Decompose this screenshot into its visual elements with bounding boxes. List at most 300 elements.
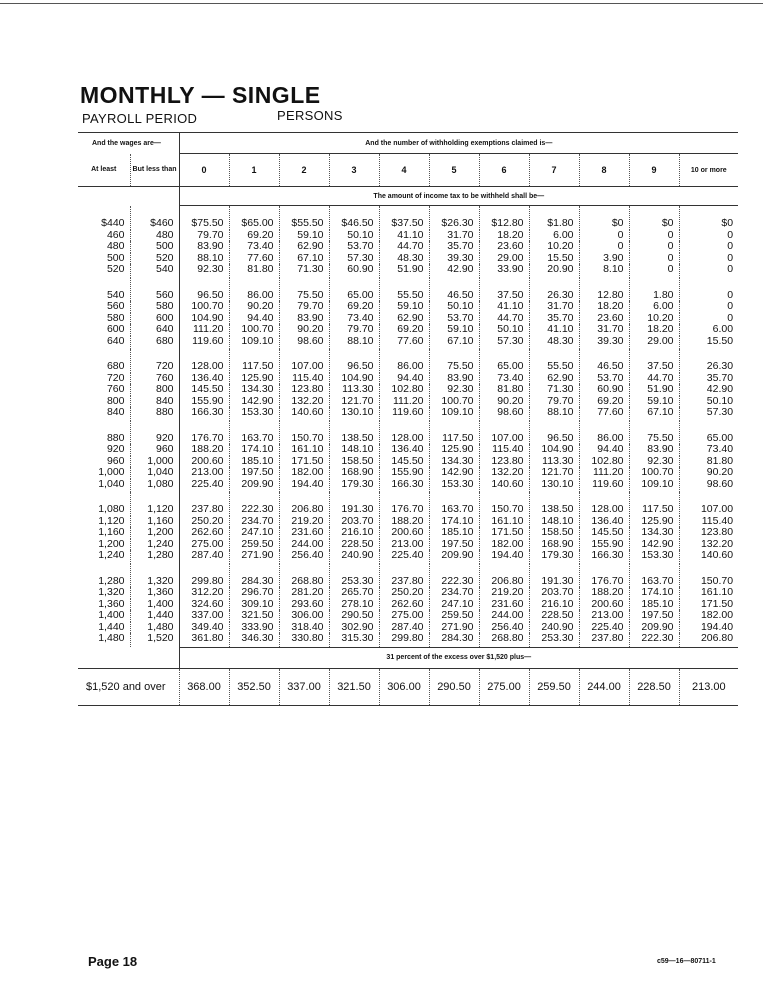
withholding-amount: 94.40 — [579, 444, 629, 456]
withholding-amount: 107.00 — [679, 492, 738, 516]
withholding-amount: 35.70 — [429, 241, 479, 253]
table-row — [78, 336, 738, 350]
withholding-amount: 231.60 — [479, 599, 529, 611]
withholding-amount: 100.70 — [429, 396, 479, 408]
withholding-amount: 296.70 — [229, 587, 279, 599]
withholding-amount: 174.10 — [229, 444, 279, 456]
subtitle-payroll-period: PAYROLL PERIOD — [82, 111, 198, 126]
wage-at-least: 840 — [106, 406, 125, 418]
withholding-amount: 225.40 — [579, 622, 629, 634]
withholding-amount: 26.30 — [529, 278, 579, 302]
wage-at-least: 1,000 — [98, 466, 125, 478]
withholding-amount: 132.20 — [679, 539, 738, 551]
wage-less-than: 1,080 — [130, 479, 179, 493]
withholding-amount: 123.80 — [279, 384, 329, 396]
wage-less-than: 1,000 — [130, 456, 179, 468]
withholding-amount: 349.40 — [179, 622, 229, 634]
over-wage-label: $1,520 and over — [78, 668, 179, 705]
withholding-amount: 176.70 — [579, 564, 629, 588]
withholding-amount: 213.00 — [379, 539, 429, 551]
withholding-amount: 79.70 — [279, 301, 329, 313]
wage-less-than: 1,520 — [130, 633, 179, 647]
withholding-amount: 140.60 — [679, 550, 738, 564]
table-row — [78, 550, 738, 564]
wage-less-than: $460 — [130, 206, 179, 230]
wage-at-least: 1,200 — [98, 537, 125, 550]
withholding-amount: 39.30 — [429, 253, 479, 265]
withholding-amount: 174.10 — [429, 516, 479, 528]
exemption-column-header: 1 — [229, 154, 279, 187]
wage-at-least: 520 — [106, 263, 125, 275]
withholding-amount: 73.40 — [329, 313, 379, 325]
wage-bracket-group — [78, 278, 738, 350]
withholding-amount: 96.50 — [329, 349, 379, 373]
wage-at-least: 720 — [106, 371, 125, 384]
wage-less-than: 880 — [130, 407, 179, 421]
withholding-amount: 8.10 — [579, 264, 629, 278]
exemption-column-header: 0 — [179, 154, 229, 187]
withholding-amount: 293.60 — [279, 599, 329, 611]
withholding-amount: 330.80 — [279, 633, 329, 647]
wage-less-than: 1,120 — [130, 492, 179, 516]
withholding-amount: 312.20 — [179, 587, 229, 599]
withholding-amount: 132.20 — [479, 467, 529, 479]
withholding-amount: 31.70 — [579, 324, 629, 336]
wage-less-than: 520 — [130, 253, 179, 265]
withholding-amount: 228.50 — [529, 610, 579, 622]
withholding-amount: 67.10 — [629, 407, 679, 421]
withholding-amount: 121.70 — [529, 467, 579, 479]
withholding-amount: 259.50 — [229, 539, 279, 551]
withholding-amount: 275.00 — [379, 610, 429, 622]
table-row — [78, 492, 738, 516]
withholding-amount: 222.30 — [629, 633, 679, 647]
withholding-amount: 115.40 — [679, 516, 738, 528]
table-row — [78, 479, 738, 493]
withholding-amount: 69.20 — [379, 324, 429, 336]
table-row — [78, 264, 738, 278]
withholding-amount: 231.60 — [279, 527, 329, 539]
withholding-amount: $0 — [629, 206, 679, 230]
withholding-amount: 107.00 — [479, 421, 529, 445]
withholding-amount: 346.30 — [229, 633, 279, 647]
withholding-amount: 65.00 — [329, 278, 379, 302]
withholding-amount: $0 — [679, 206, 738, 230]
withholding-amount: 125.90 — [629, 516, 679, 528]
withholding-amount: 244.00 — [279, 539, 329, 551]
withholding-amount: 262.60 — [179, 527, 229, 539]
withholding-amount: 240.90 — [529, 622, 579, 634]
wage-at-least: 1,040 — [98, 477, 125, 490]
footnote-spacer — [78, 647, 179, 668]
withholding-amount: 10.20 — [629, 313, 679, 325]
withholding-amount: 188.20 — [579, 587, 629, 599]
withholding-amount: 222.30 — [229, 492, 279, 516]
withholding-amount: 153.30 — [629, 550, 679, 564]
withholding-amount: 104.90 — [329, 373, 379, 385]
over-amount: 228.50 — [629, 668, 679, 705]
wage-at-least: 1,360 — [98, 597, 125, 610]
wage-bracket-group — [78, 206, 738, 278]
wage-less-than: 480 — [130, 230, 179, 242]
withholding-amount: 6.00 — [679, 324, 738, 336]
withholding-amount: 50.10 — [429, 301, 479, 313]
withholding-amount: 119.60 — [179, 336, 229, 350]
withholding-amount: 71.30 — [529, 384, 579, 396]
withholding-amount: 86.00 — [379, 349, 429, 373]
withholding-amount: 59.10 — [429, 324, 479, 336]
table-row — [78, 324, 738, 336]
withholding-amount: 161.10 — [479, 516, 529, 528]
withholding-amount: 150.70 — [479, 492, 529, 516]
withholding-amount: 234.70 — [229, 516, 279, 528]
withholding-amount: 219.20 — [279, 516, 329, 528]
withholding-amount: 125.90 — [229, 373, 279, 385]
withholding-amount: $1.80 — [529, 206, 579, 230]
exemption-column-header: 2 — [279, 154, 329, 187]
withholding-amount: 83.90 — [629, 444, 679, 456]
at-least-header: At least — [78, 154, 130, 187]
withholding-amount: 81.80 — [479, 384, 529, 396]
withholding-amount: 337.00 — [179, 610, 229, 622]
withholding-amount: 107.00 — [279, 349, 329, 373]
withholding-amount: 90.20 — [679, 467, 738, 479]
withholding-amount: 96.50 — [179, 278, 229, 302]
wage-less-than: 1,200 — [130, 527, 179, 539]
withholding-amount: 155.90 — [179, 396, 229, 408]
but-less-than-header: But less than — [130, 154, 179, 187]
exemptions-header: And the number of withholding exemptions claimed is— — [179, 133, 738, 154]
wage-bracket-group — [78, 349, 738, 421]
withholding-amount: 203.70 — [329, 516, 379, 528]
withholding-amount: 134.30 — [229, 384, 279, 396]
table-row — [78, 206, 738, 230]
withholding-amount: 119.60 — [579, 479, 629, 493]
withholding-amount: 140.60 — [279, 407, 329, 421]
withholding-amount: 206.80 — [679, 633, 738, 647]
amount-header-spacer — [78, 187, 179, 206]
withholding-amount: 174.10 — [629, 587, 679, 599]
withholding-amount: 79.70 — [329, 324, 379, 336]
withholding-amount: 299.80 — [179, 564, 229, 588]
withholding-amount: 88.10 — [529, 407, 579, 421]
withholding-amount: 287.40 — [379, 622, 429, 634]
withholding-amount: 163.70 — [229, 421, 279, 445]
withholding-amount: 100.70 — [229, 324, 279, 336]
withholding-amount: 35.70 — [529, 313, 579, 325]
withholding-amount: 240.90 — [329, 550, 379, 564]
withholding-amount: 98.60 — [479, 407, 529, 421]
withholding-amount: 86.00 — [229, 278, 279, 302]
withholding-amount: 44.70 — [479, 313, 529, 325]
withholding-amount: 29.00 — [629, 336, 679, 350]
withholding-amount: 12.80 — [579, 278, 629, 302]
withholding-amount: 145.50 — [379, 456, 429, 468]
withholding-amount: 59.10 — [379, 301, 429, 313]
withholding-amount: 3.90 — [579, 253, 629, 265]
wage-at-least: 920 — [106, 443, 125, 455]
withholding-amount: 69.20 — [329, 301, 379, 313]
withholding-amount: 79.70 — [529, 396, 579, 408]
withholding-amount: 94.40 — [229, 313, 279, 325]
withholding-amount: 309.10 — [229, 599, 279, 611]
withholding-amount: 35.70 — [679, 373, 738, 385]
withholding-amount: 182.00 — [679, 610, 738, 622]
withholding-amount: 203.70 — [529, 587, 579, 599]
table-row — [78, 278, 738, 302]
amount-header: The amount of income tax to be withheld shall be— — [179, 187, 738, 206]
withholding-amount: 150.70 — [679, 564, 738, 588]
withholding-amount: 145.50 — [579, 527, 629, 539]
withholding-amount: 42.90 — [429, 264, 479, 278]
wage-less-than: 840 — [130, 396, 179, 408]
wage-at-least: 960 — [106, 454, 125, 467]
withholding-amount: 142.90 — [429, 467, 479, 479]
withholding-amount: 57.30 — [329, 253, 379, 265]
withholding-amount: 287.40 — [179, 550, 229, 564]
withholding-amount: 268.80 — [479, 633, 529, 647]
withholding-amount: 138.50 — [329, 421, 379, 445]
withholding-amount: 123.80 — [679, 527, 738, 539]
wages-header: And the wages are— — [78, 133, 179, 154]
page-title: MONTHLY — SINGLE — [80, 82, 321, 108]
wage-at-least: 480 — [106, 240, 125, 252]
withholding-amount: $0 — [579, 206, 629, 230]
withholding-table — [78, 132, 738, 706]
wage-less-than: 1,160 — [130, 516, 179, 528]
withholding-amount: 188.20 — [179, 444, 229, 456]
withholding-amount: 213.00 — [579, 610, 629, 622]
subtitle-persons: PERSONS — [277, 108, 343, 123]
withholding-amount: 57.30 — [479, 336, 529, 350]
withholding-amount: 200.60 — [579, 599, 629, 611]
table-row — [78, 564, 738, 588]
withholding-amount: 166.30 — [179, 407, 229, 421]
withholding-amount: 0 — [679, 264, 738, 278]
withholding-amount: 71.30 — [279, 264, 329, 278]
withholding-amount: 37.50 — [629, 349, 679, 373]
wage-less-than: 580 — [130, 301, 179, 313]
wage-less-than: 1,440 — [130, 610, 179, 622]
withholding-amount: 62.90 — [279, 241, 329, 253]
withholding-amount: 134.30 — [429, 456, 479, 468]
withholding-amount: 163.70 — [429, 492, 479, 516]
withholding-amount: 79.70 — [179, 230, 229, 242]
withholding-amount: 100.70 — [629, 467, 679, 479]
withholding-amount: 92.30 — [629, 456, 679, 468]
withholding-amount: $55.50 — [279, 206, 329, 230]
withholding-amount: 94.40 — [379, 373, 429, 385]
wage-less-than: 920 — [130, 421, 179, 445]
over-amount: 368.00 — [179, 668, 229, 705]
withholding-amount: $46.50 — [329, 206, 379, 230]
withholding-amount: 62.90 — [379, 313, 429, 325]
withholding-amount: 42.90 — [679, 384, 738, 396]
withholding-amount: 53.70 — [429, 313, 479, 325]
withholding-amount: 15.50 — [679, 336, 738, 350]
withholding-amount: 250.20 — [179, 516, 229, 528]
withholding-amount: 117.50 — [629, 492, 679, 516]
withholding-amount: 138.50 — [529, 492, 579, 516]
withholding-amount: 115.40 — [479, 444, 529, 456]
withholding-amount: 153.30 — [229, 407, 279, 421]
withholding-amount: 228.50 — [329, 539, 379, 551]
withholding-amount: 113.30 — [529, 456, 579, 468]
withholding-amount: 171.50 — [479, 527, 529, 539]
withholding-amount: 191.30 — [529, 564, 579, 588]
table-row — [78, 421, 738, 445]
withholding-amount: 197.50 — [429, 539, 479, 551]
withholding-amount: 65.00 — [679, 421, 738, 445]
withholding-amount: 134.30 — [629, 527, 679, 539]
withholding-amount: 83.90 — [429, 373, 479, 385]
withholding-amount: 302.90 — [329, 622, 379, 634]
withholding-amount: 123.80 — [479, 456, 529, 468]
wage-at-least: 1,400 — [98, 609, 125, 621]
withholding-amount: 176.70 — [379, 492, 429, 516]
top-rule — [0, 3, 763, 4]
table-row — [78, 467, 738, 479]
withholding-amount: 206.80 — [279, 492, 329, 516]
withholding-amount: 88.10 — [179, 253, 229, 265]
wage-at-least: 1,120 — [98, 514, 125, 527]
withholding-amount: 153.30 — [429, 479, 479, 493]
withholding-amount: 253.30 — [529, 633, 579, 647]
withholding-amount: 185.10 — [429, 527, 479, 539]
wage-less-than: 1,280 — [130, 550, 179, 564]
withholding-amount: 60.90 — [579, 384, 629, 396]
withholding-amount: $75.50 — [179, 206, 229, 230]
withholding-amount: 209.90 — [629, 622, 679, 634]
withholding-amount: 113.30 — [329, 384, 379, 396]
withholding-amount: 18.20 — [579, 301, 629, 313]
withholding-amount: 98.60 — [679, 479, 738, 493]
withholding-amount: 145.50 — [179, 384, 229, 396]
withholding-amount: 20.90 — [529, 264, 579, 278]
form-code: c59—16—80711-1 — [657, 958, 716, 965]
withholding-amount: 290.50 — [329, 610, 379, 622]
wage-less-than: 560 — [130, 278, 179, 302]
table-row — [78, 610, 738, 622]
withholding-amount: 324.60 — [179, 599, 229, 611]
withholding-amount: 41.10 — [379, 230, 429, 242]
withholding-amount: 102.80 — [579, 456, 629, 468]
withholding-amount: 31.70 — [529, 301, 579, 313]
withholding-amount: 41.10 — [529, 324, 579, 336]
wage-less-than: 720 — [130, 349, 179, 373]
withholding-amount: 55.50 — [529, 349, 579, 373]
wage-at-least: 760 — [106, 383, 125, 395]
withholding-amount: 136.40 — [379, 444, 429, 456]
withholding-amount: 130.10 — [529, 479, 579, 493]
table-row — [78, 301, 738, 313]
withholding-amount: 10.20 — [529, 241, 579, 253]
withholding-amount: 111.20 — [579, 467, 629, 479]
withholding-amount: 194.40 — [679, 622, 738, 634]
withholding-amount: 225.40 — [379, 550, 429, 564]
exemption-column-header: 3 — [329, 154, 379, 187]
withholding-amount: 111.20 — [179, 324, 229, 336]
withholding-amount: 121.70 — [329, 396, 379, 408]
withholding-amount: 275.00 — [179, 539, 229, 551]
withholding-amount: 53.70 — [329, 241, 379, 253]
withholding-amount: 59.10 — [629, 396, 679, 408]
wage-at-least: 1,240 — [98, 549, 125, 561]
withholding-amount: 213.00 — [179, 467, 229, 479]
wage-at-least: 540 — [106, 288, 125, 301]
withholding-amount: 161.10 — [679, 587, 738, 599]
over-amount: 337.00 — [279, 668, 329, 705]
withholding-amount: 194.40 — [279, 479, 329, 493]
withholding-amount: 244.00 — [479, 610, 529, 622]
withholding-amount: 75.50 — [429, 349, 479, 373]
withholding-amount: 104.90 — [529, 444, 579, 456]
withholding-amount: 185.10 — [629, 599, 679, 611]
withholding-amount: 77.60 — [229, 253, 279, 265]
withholding-amount: 168.90 — [329, 467, 379, 479]
withholding-amount: 271.90 — [229, 550, 279, 564]
withholding-amount: 31.70 — [429, 230, 479, 242]
withholding-amount: 18.20 — [479, 230, 529, 242]
withholding-amount: 115.40 — [279, 373, 329, 385]
withholding-amount: 142.90 — [229, 396, 279, 408]
wage-less-than: 1,240 — [130, 539, 179, 551]
withholding-amount: 142.90 — [629, 539, 679, 551]
wage-less-than: 500 — [130, 241, 179, 253]
wage-less-than: 680 — [130, 336, 179, 350]
withholding-amount: 256.40 — [279, 550, 329, 564]
withholding-amount: 200.60 — [179, 456, 229, 468]
withholding-amount: 46.50 — [429, 278, 479, 302]
table-row — [78, 349, 738, 373]
withholding-amount: $26.30 — [429, 206, 479, 230]
withholding-amount: 15.50 — [529, 253, 579, 265]
table-row — [78, 633, 738, 647]
withholding-amount: 250.20 — [379, 587, 429, 599]
wage-less-than: 1,480 — [130, 622, 179, 634]
withholding-amount: 216.10 — [329, 527, 379, 539]
withholding-amount: 179.30 — [329, 479, 379, 493]
withholding-amount: 102.80 — [379, 384, 429, 396]
withholding-amount: 0 — [679, 230, 738, 242]
withholding-amount: 265.70 — [329, 587, 379, 599]
withholding-amount: 179.30 — [529, 550, 579, 564]
withholding-amount: 194.40 — [479, 550, 529, 564]
withholding-amount: 73.40 — [479, 373, 529, 385]
exemption-column-header: 8 — [579, 154, 629, 187]
withholding-amount: 148.10 — [329, 444, 379, 456]
withholding-amount: 130.10 — [329, 407, 379, 421]
withholding-amount: 206.80 — [479, 564, 529, 588]
withholding-amount: 197.50 — [629, 610, 679, 622]
withholding-amount: 0 — [579, 241, 629, 253]
withholding-amount: 0 — [679, 301, 738, 313]
withholding-amount: 209.90 — [229, 479, 279, 493]
withholding-amount: 271.90 — [429, 622, 479, 634]
withholding-amount: 136.40 — [579, 516, 629, 528]
withholding-amount: 0 — [679, 241, 738, 253]
withholding-amount: 306.00 — [279, 610, 329, 622]
wage-less-than: 540 — [130, 264, 179, 278]
wage-at-least: 560 — [106, 300, 125, 312]
wage-at-least: 1,080 — [98, 503, 125, 515]
withholding-amount: 69.20 — [579, 396, 629, 408]
withholding-amount: 278.10 — [329, 599, 379, 611]
wage-less-than: 1,400 — [130, 599, 179, 611]
withholding-amount: 0 — [679, 278, 738, 302]
withholding-amount: 92.30 — [429, 384, 479, 396]
withholding-amount: 41.10 — [479, 301, 529, 313]
